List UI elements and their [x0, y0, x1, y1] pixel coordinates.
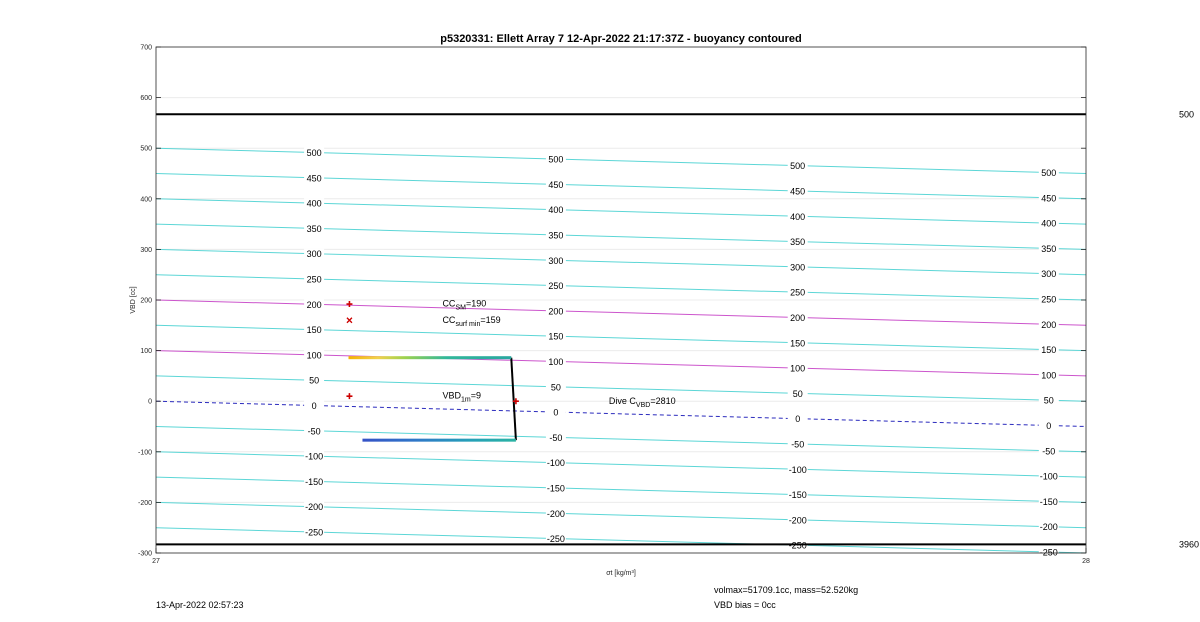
- contour-label: -150: [788, 490, 807, 501]
- dive-trace-upper: [349, 356, 512, 359]
- contour-label: 150: [790, 338, 806, 349]
- contour-label: 100: [548, 356, 564, 367]
- y-tick-label: 500: [140, 145, 152, 153]
- contour-label: 300: [306, 249, 322, 260]
- contour-label: 0: [795, 414, 801, 425]
- contour-label: 250: [548, 281, 564, 292]
- contour-label: 200: [548, 306, 564, 317]
- chart-title: p5320331: Ellett Array 7 12-Apr-2022 21:17:37Z - buoyancy contoured: [440, 33, 802, 45]
- contour-label: 100: [306, 350, 322, 361]
- contour-label: -150: [305, 476, 324, 487]
- y-tick-label: 100: [140, 348, 152, 356]
- contour-label: 100: [790, 363, 806, 374]
- contour-label: 500: [790, 161, 806, 172]
- contour-label: 150: [1041, 345, 1057, 356]
- contour-label: 50: [792, 388, 803, 399]
- footer-vbd-bias: VBD bias = 0cc: [714, 600, 776, 610]
- y-tick-label: 0: [148, 398, 152, 406]
- y-axis-label: VBD [cc]: [130, 286, 137, 314]
- contour-label: 50: [1043, 395, 1054, 406]
- contour-label: -50: [791, 439, 805, 450]
- contour-label: -100: [788, 464, 807, 475]
- contour-label: -150: [1039, 496, 1058, 507]
- contour-label: 250: [790, 287, 806, 298]
- contour-label: 300: [790, 262, 806, 273]
- contour-label: 50: [309, 375, 320, 386]
- contour-label: 350: [790, 237, 806, 248]
- contour-label: 500: [1041, 167, 1057, 178]
- marker-annotation: Dive $C_{VBD}=2810$: [608, 396, 676, 410]
- contour-label: 400: [306, 198, 322, 209]
- y-tick-label: -200: [137, 499, 152, 507]
- x-tick-label: 28: [1082, 558, 1090, 565]
- contour-label: 350: [548, 230, 564, 241]
- marker-annotation: $CC_{SM}=190$: [442, 298, 487, 312]
- x-axis-label: σt [kg/m³]: [606, 570, 636, 577]
- contour-label: -250: [788, 540, 807, 551]
- contour-label: 500: [548, 154, 564, 165]
- y-tick-label: 400: [140, 196, 152, 204]
- contour-label: 150: [306, 325, 322, 336]
- footer-timestamp: 13-Apr-2022 02:57:23: [156, 600, 244, 610]
- contour-label: -250: [305, 527, 324, 538]
- depth-line-label: 500: [1179, 109, 1195, 120]
- contour-label: 450: [306, 173, 322, 184]
- contour-label: -50: [1042, 446, 1056, 457]
- contour-label: 50: [550, 382, 561, 393]
- dive-trace-lower: [362, 439, 515, 442]
- contour-label: -200: [546, 508, 565, 519]
- contour-label: 200: [306, 299, 322, 310]
- contour-label: -100: [305, 451, 324, 462]
- contour-label: 250: [1041, 294, 1057, 305]
- contour-label: -200: [788, 515, 807, 526]
- contour-label: 100: [1041, 370, 1057, 381]
- contour-label: 500: [306, 148, 322, 159]
- contour-label: 400: [1041, 218, 1057, 229]
- x-tick-label: 27: [152, 558, 160, 565]
- y-tick-label: -300: [137, 550, 152, 558]
- contour-label: -150: [546, 483, 565, 494]
- contour-label: 0: [311, 401, 317, 412]
- contour-label: 400: [790, 211, 806, 222]
- contour-label: 150: [548, 331, 564, 342]
- contour-label: 200: [1041, 319, 1057, 330]
- contour-label: -250: [546, 534, 565, 545]
- marker-annotation: $CC_{surf min}=159$: [442, 315, 501, 329]
- contour-label: -100: [1039, 471, 1058, 482]
- contour-label: 350: [306, 223, 322, 234]
- y-tick-label: -100: [137, 449, 152, 457]
- contour-label: -200: [305, 502, 324, 513]
- contour-label: -200: [1039, 522, 1058, 533]
- contour-label: 200: [790, 312, 806, 323]
- contour-label: -100: [546, 458, 565, 469]
- marker-annotation: $VBD_{1m}=9$: [442, 390, 481, 404]
- contour-label: 400: [548, 205, 564, 216]
- depth-line-label: 3960: [1179, 539, 1200, 550]
- y-tick-label: 200: [140, 297, 152, 305]
- footer-volmax: volmax=51709.1cc, mass=52.520kg: [714, 585, 859, 595]
- contour-label: 0: [1046, 420, 1052, 431]
- contour-label: 450: [548, 179, 564, 190]
- contour-label: -50: [549, 432, 563, 443]
- y-tick-label: 700: [140, 44, 152, 52]
- y-tick-label: 300: [140, 246, 152, 254]
- contour-label: 0: [553, 407, 559, 418]
- y-tick-label: 600: [140, 95, 152, 103]
- contour-label: -250: [1039, 547, 1058, 558]
- contour-label: 450: [790, 186, 806, 197]
- contour-label: 350: [1041, 243, 1057, 254]
- contour-label: 450: [1041, 193, 1057, 204]
- contour-label: 250: [306, 274, 322, 285]
- contour-label: -50: [307, 426, 321, 437]
- contour-label: 300: [548, 255, 564, 266]
- contour-label: 300: [1041, 269, 1057, 280]
